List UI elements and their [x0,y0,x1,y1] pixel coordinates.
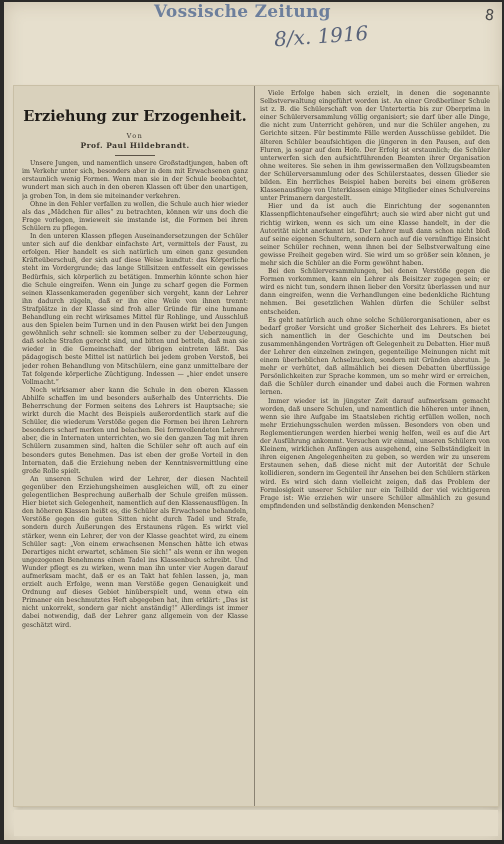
article-paragraph: Unsere Jungen, und namentlich unsere Großstadtjungen, haben oft im Verkehr unter sich, besonders aber in dem mit Erwachsenen ganz erstaunlich wenig Formen. Wenn man sie in der Schule beobachtet, wundert man sich auch in den oberen Klassen oft über den unartigen, ja groben Ton, in dem sie miteinander verkehren. [22,160,248,200]
article-paragraph: Immer wieder ist in jüngster Zeit darauf aufmerksam gemacht worden, daß unsere Schulen, und namentlich die höheren unter ihnen, wenn sie ihre Aufgabe im Staatsleben richtig erfüllen wollen, noch mehr Erziehungsschulen werden müssen. Besonders von oben und Reglementierungen werden hierbei wenig helfen, weil es auf die Art der Ausführung ankommt. Versuchen wir einmal, unseren Schülern von Kleinem, wirklichen Anfängen aus ausgehend, eine Selbständigkeit in ihren eigenen Angelegenheiten zu geben, so werden wir zu unserem Erstaunen sehen, daß diese nicht mit der Autorität der Schule kollidieren, sondern im Gegenteil ihr Ansehen bei den Schülern stärken wird. Es wird sich dann vielleicht zeigen, daß das Problem der Formlosigkeit unserer Schüler nur ein Teilbild der viel wichtigeren Frage ist: Wie erziehen wir unsere Schüler allmählich zu gesund empfindenden und selbständig denkenden Menschen? [260,397,490,510]
sheet-bottom-margin [14,810,498,836]
article-column-right [260,86,490,810]
byline-prefix: Von [126,132,144,140]
article-author: Prof. Paul Hildebrandt. [80,141,190,151]
handwritten-date: 8/x. 1916 [273,20,370,52]
article-paragraph: Viele Erfolge haben sich erzielt, in denen die sogenannte Selbstverwaltung eingeführt worden ist. An einer Großberliner Schule ist z. B. die Schülerschaft von der Untertertia bis zur Oberprima in einer Schülerversammlung völlig organisiert; sie darf über alle Dinge, die nicht zum Unterricht gehören, und nur die Schüler angehen, zu Gerichte sitzen. Für bestimmte Fälle werden Ausschüsse gebildet. Die älteren Schüler beaufsichtigen die jüngeren in den Pausen, auf den Fluren, ja sogar auf dem Hofe. Der Erfolg ist erstaunlich; die Schüler unterwerfen sich den aufsichtführenden Beamten ihrer Organisation ohne weiteres. Sie sehen in ihm gewissermaßen den Vollzugsbeamten der Schülerversammlung oder des Schülerstaates, dessen Glieder sie bilden. Ein herrliches Beispiel haben bereits bei einem größeren Klassenausflüge von Unterklassen einige Mitglieder eines Schulvereins unter Primanern dargestellt. [260,90,490,203]
article-column-left [22,86,248,806]
column-divider [254,86,255,806]
newspaper-clipping [14,86,498,806]
article-paragraph: Ohne in den Fehler verfallen zu wollen, die Schule auch hier wieder als das „Mädchen für alles“ zu betrachten, können wir uns doch die Frage vorlegen, inwieweit sie imstande ist, die Formen bei ihren Schülern zu pflegen. [22,200,248,232]
article-paragraph: Noch wirksamer aber kann die Schule in den oberen Klassen Abhilfe schaffen im und besonders außerhalb des Unterrichts. Die Beherrschung der Formen seitens des Lehrers ist Hauptsache; sie wirkt durch die Macht des Beispiels außerordentlich stark auf die Schüler, die wiederum Verstöße gegen die Formen bei ihren Lehrern besonders scharf merken und belachen. Bei formvollendeten Lehrern aber, die in Internaten unterrichten, wo sie den ganzen Tag mit ihren Schülern zusammen sind, halten die Schüler sehr oft auch auf ein besonders gutes Benehmen. Das ist eben der große Vorteil in den Internaten, daß die Erziehung neben der Kenntnisvermittlung eine große Rolle spielt. [22,386,248,475]
article-paragraph: An unseren Schulen wird der Lehrer, der diesen Nachteil gegenüber den Erziehungsheimen ausgleichen will, oft zu einer gelegentlichen Besprechung außerhalb der Schule greifen müssen. Hier bietet sich Gelegenheit, namentlich auf den Klassenausflügen. In den höheren Klassen heißt es, die Schüler als Erwachsene behandeln, Verstöße gegen die guten Sitten nicht durch Tadel und Strafe, sondern durch Äußerungen des Erstaunens rügen. Es wirkt viel stärker, wenn ein Lehrer, der von der Klasse geachtet wird, zu einem Schüler sagt: „Von einem erwachsenen Menschen hätte ich etwas Derartiges nicht erwartet, schämen Sie sich!“ als wenn er ihn wegen ungezogenen Benehmens einen Tadel ins Klassenbuch schreibt. Und Wunder pflegt es zu wirken, wenn man ihn unter vier Augen darauf aufmerksam macht, daß er es an Takt hat fehlen lassen, ja, man erzielt auch Erfolge, wenn man Verstöße gegen Genauigkeit und Ordnung auf dieses Gebiet hinüberspielt und, wenn etwa ein Primaner ein beschmutztes Heft abgegeben hat, ihm erklärt: „Das ist nicht unkorrekt, sondern gar nicht anständig!“ Allerdings ist immer dabei notwendig, daß der Lehrer ganz allgemein von der Klasse geschätzt wird. [22,475,248,629]
title-divider [115,155,155,156]
left-body-text [22,160,248,629]
right-body-text [260,90,490,511]
article-paragraph: Es geht natürlich auch ohne solche Schülerorganisationen, aber es bedarf großer Vorsicht und großer Sicherheit des Lehrers. Es bietet sich namentlich in der Geschichte und im Deutschen bei zusammenhängenden Vorträgen oft Gelegenheit zu Debatten. Hier muß der Lehrer den einzelnen zwingen, gegenteilige Meinungen nicht mit einem überheblichen Achselzucken, sondern mit Gründen abzutun. Je mehr er verhütet, daß allmählich bei diesen Debatten überflüssige Persönlichkeiten zur Sprache kommen, um so mehr wird er erreichen, daß die Schüler durch einander und dabei auch die Formen wahren lernen. [260,316,490,397]
article-paragraph: Hier und da ist auch die Einrichtung der sogenannten Klassenpflichtenaufseher eingeführt; auch sie wird aber nicht gut und richtig wirken, wenn es sich um eine Klasse handelt, in der die Autorität nicht anerkannt ist. Der Lehrer muß dann schon nicht bloß auf seine eigenen Schultern, sondern auch auf die vernünftige Einsicht seiner Schüler rechnen, wenn ihnen bei der Selbstverwaltung eine gewisse Freiheit gegeben wird. Sie wird um so größer sein können, je mehr sich die Schüler an die Form gewöhnt haben. [260,203,490,267]
article-paragraph: In den unteren Klassen pflegen Auseinandersetzungen der Schüler unter sich auf die denkbar einfachste Art, vermittels der Faust, zu erfolgen. Hier handelt es sich natürlich um einen ganz gesunden Kräfteüberschuß, der sich auf diese Weise kundtut: das Körperliche steht im Vordergrunde; das lange Stillsitzen entfesselt ein gewisses Bedürfnis, sich körperlich zu betätigen. Immerhin könnte schon hier die Schule eingreifen. Wenn ein Junge zu scharf gegen die Formen seinen Klassenkameraden gegenüber sich vergeht, kann der Lehrer ihn dadurch zügeln, daß er ihn eine Weile von ihnen trennt: Strafplätze in der Klasse sind froh aller Gründe für eine humane Behandlung ein recht wirksames Mittel für Rohlinge, und Ausschluß aus den Spielen beim Turnen und in den Pausen wirkt bei den Jungen gewöhnlich sehr schnell: sie kommen selber zu der Ueberzeugung, daß solche Strafen gerecht sind, und bitten und betteln, daß man sie wieder in die Gemeinschaft der übrigen eintreten läßt. Das pädagogisch beste Mittel ist natürlich bei jedem groben Verstoß, bei jeder rohen Behandlung von Mitschülern, eine ganz unmittelbare der Tat folgende körperliche Züchtigung. Indessen — „hier endet unsere Vollmacht.“ [22,233,248,386]
newspaper-masthead: Vossische Zeitung [154,2,331,22]
article-title: Erziehung zur Erzogenheit. [23,108,247,125]
article-paragraph: Bei den Schülerversammlungen, bei denen Verstöße gegen die Formen vorkommen, kann ein Lehrer als Beisitzer zugegen sein; er wird es nicht tun, sondern ihnen lieber den Vorsitz überlassen und nur dann eingreifen, wenn die Verhandlungen eine bedenkliche Richtung nehmen. Bei gesetzlichen Wahlen dürfen die Schüler selbst entscheiden. [260,268,490,316]
corner-number: 8 [483,5,496,25]
